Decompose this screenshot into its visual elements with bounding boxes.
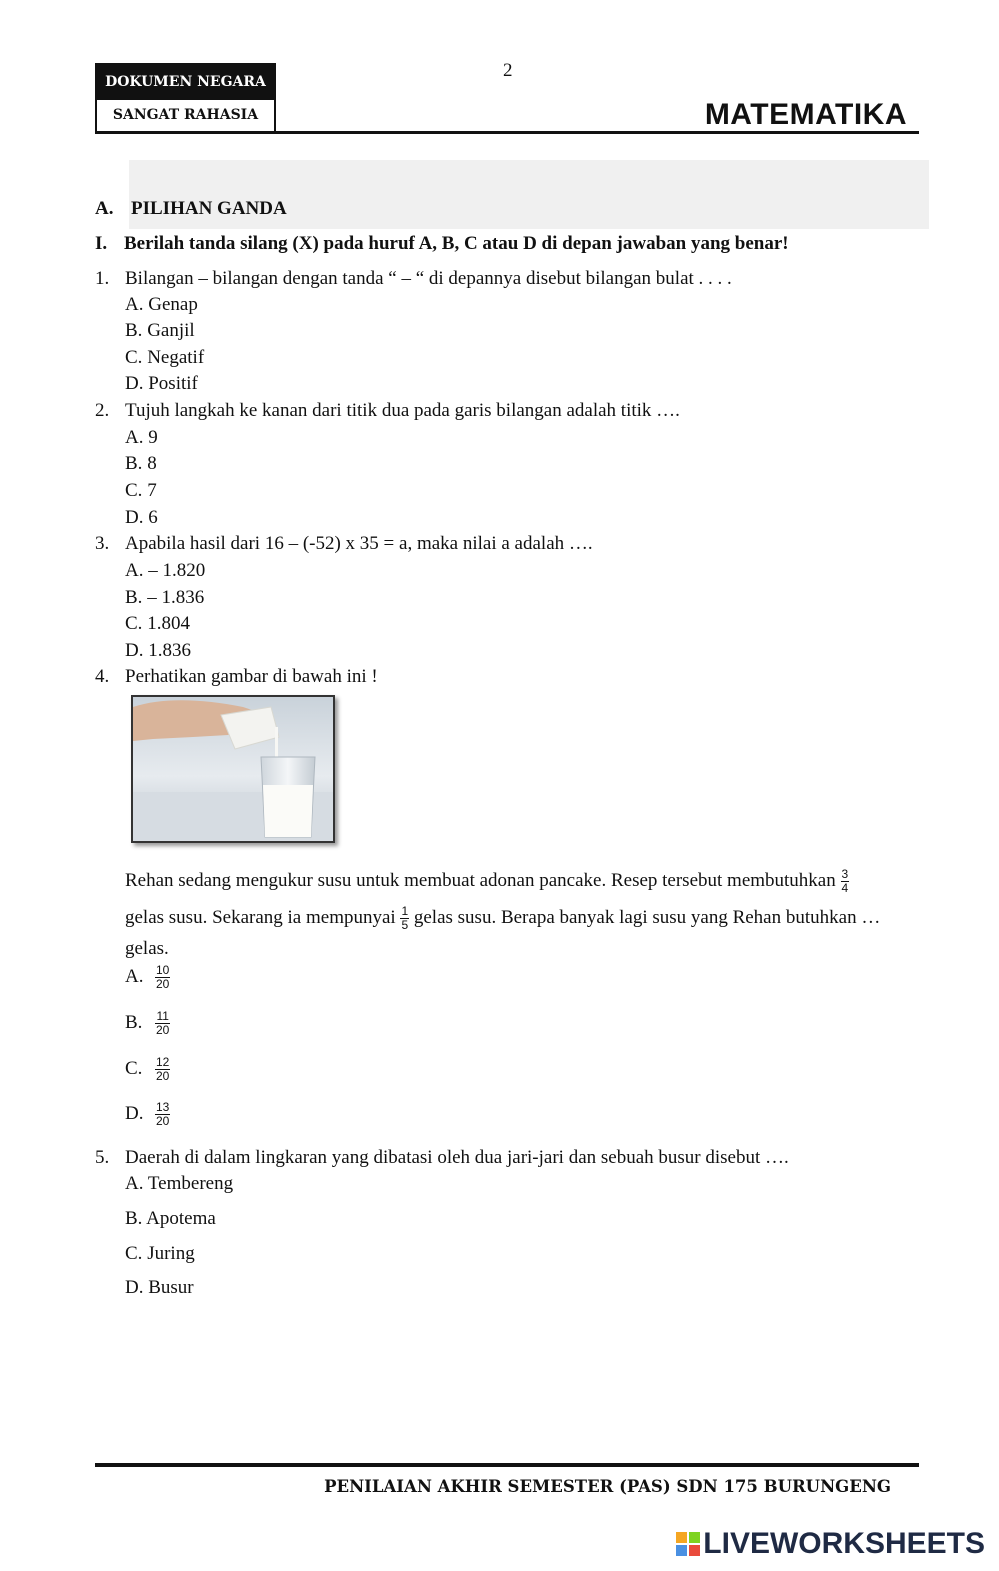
stamp-dokumen-negara: DOKUMEN NEGARA <box>95 63 276 100</box>
answer-option[interactable] <box>125 1101 170 1128</box>
option-letter: A. <box>125 560 144 581</box>
question-number: 3. <box>95 533 110 554</box>
milk-glass-illustration <box>133 697 333 841</box>
question-number: 4. <box>95 666 110 687</box>
fraction-numerator: 11 <box>156 1009 169 1023</box>
option-letter: B. <box>125 320 143 341</box>
brand-name: LIVEWORKSHEETS <box>703 1527 985 1560</box>
option-letter: B. <box>125 587 143 608</box>
option-text: Juring <box>147 1243 195 1264</box>
answer-option[interactable] <box>125 321 195 340</box>
option-text: Ganjil <box>147 320 195 341</box>
answer-option[interactable] <box>125 508 158 527</box>
answer-option[interactable] <box>125 295 198 314</box>
option-text: Busur <box>148 1277 194 1298</box>
subject-title: MATEMATIKA <box>704 98 907 131</box>
option-fraction <box>155 1056 170 1083</box>
option-text: Apotema <box>146 1208 216 1229</box>
instruction-label: I. <box>95 233 108 254</box>
fraction-denominator: 20 <box>156 1069 170 1084</box>
option-text: Genap <box>148 294 198 315</box>
fraction-denominator: 20 <box>156 1114 170 1129</box>
logo-square <box>689 1545 700 1556</box>
option-text: Positif <box>148 373 198 394</box>
option-letter: B. <box>125 1012 143 1034</box>
question-number: 1. <box>95 268 110 289</box>
stamp-sangat-rahasia: SANGAT RAHASIA <box>95 100 276 133</box>
fraction-numerator: 1 <box>401 904 409 918</box>
fraction-numerator: 12 <box>156 1055 170 1069</box>
question-number: 5. <box>95 1147 110 1168</box>
milk-glass-photo <box>131 695 335 843</box>
option-letter: C. <box>125 480 143 501</box>
option-letter: C. <box>125 347 143 368</box>
answer-option[interactable] <box>125 428 158 447</box>
question-body-line <box>125 868 849 895</box>
answer-option[interactable] <box>125 374 198 393</box>
question-body-text: gelas susu. Berapa banyak lagi susu yang Rehan butuhkan … <box>413 907 881 929</box>
fraction-three-quarters <box>841 868 850 895</box>
fraction-denominator: 4 <box>841 881 849 896</box>
option-text: 6 <box>148 507 158 528</box>
question-text: Daerah di dalam lingkaran yang dibatasi oleh dua jari-jari dan sebuah busur disebut …. <box>125 1147 789 1168</box>
option-letter: D. <box>125 1103 144 1125</box>
option-letter: B. <box>125 453 143 474</box>
fraction-numerator: 10 <box>156 963 170 977</box>
option-text: 7 <box>147 480 157 501</box>
fraction-denominator: 20 <box>156 977 170 992</box>
fraction-denominator: 20 <box>156 1023 170 1038</box>
liveworksheets-logo-icon <box>676 1532 700 1556</box>
fraction-numerator: 13 <box>156 1100 170 1114</box>
option-fraction <box>155 964 170 991</box>
question-text: Perhatikan gambar di bawah ini ! <box>125 666 378 687</box>
option-letter: D. <box>125 1277 144 1298</box>
option-fraction <box>155 1101 170 1128</box>
answer-option[interactable] <box>125 1244 195 1263</box>
fraction-one-fifth <box>400 905 409 932</box>
option-text: – 1.820 <box>148 560 206 581</box>
fraction-denominator: 5 <box>401 918 409 933</box>
option-text: – 1.836 <box>147 587 205 608</box>
question-body-text: gelas. <box>125 938 169 959</box>
option-letter: D. <box>125 507 144 528</box>
option-letter: A. <box>125 1173 144 1194</box>
answer-option[interactable] <box>125 348 204 367</box>
footer-text: PENILAIAN AKHIR SEMESTER (PAS) SDN 175 BURUNGENG <box>324 1477 891 1496</box>
answer-option[interactable] <box>125 964 170 991</box>
question-body-line <box>125 905 880 932</box>
fraction-numerator: 3 <box>841 867 849 881</box>
option-text: 9 <box>148 427 158 448</box>
logo-square <box>689 1532 700 1543</box>
section-label: A. <box>95 198 114 219</box>
option-letter: C. <box>125 1058 143 1080</box>
answer-option[interactable] <box>125 561 205 580</box>
answer-option[interactable] <box>125 614 190 633</box>
option-text: Negatif <box>147 347 205 368</box>
answer-option[interactable] <box>125 454 157 473</box>
answer-option[interactable] <box>125 1010 170 1037</box>
answer-option[interactable] <box>125 1278 194 1297</box>
option-letter: A. <box>125 966 144 988</box>
logo-square <box>676 1545 687 1556</box>
option-letter: A. <box>125 427 144 448</box>
option-letter: D. <box>125 640 144 661</box>
option-letter: A. <box>125 294 144 315</box>
section-title: PILIHAN GANDA <box>131 198 287 219</box>
question-text: Tujuh langkah ke kanan dari titik dua pada garis bilangan adalah titik …. <box>125 400 680 421</box>
option-letter: B. <box>125 1208 143 1229</box>
answer-option[interactable] <box>125 1056 170 1083</box>
option-text: Tembereng <box>147 1173 234 1194</box>
option-text: 1.804 <box>147 613 190 634</box>
logo-square <box>676 1532 687 1543</box>
answer-option[interactable] <box>125 481 157 500</box>
liveworksheets-brand[interactable] <box>676 1526 985 1562</box>
answer-option[interactable] <box>125 1209 216 1228</box>
option-letter: C. <box>125 1243 143 1264</box>
question-number: 2. <box>95 400 110 421</box>
option-letter: C. <box>125 613 143 634</box>
question-text: Bilangan – bilangan dengan tanda “ – “ di depannya disebut bilangan bulat . . . . <box>125 268 732 289</box>
header-divider <box>95 131 919 134</box>
question-body-text: Rehan sedang mengukur susu untuk membuat adonan pancake. Resep tersebut membutuhkan <box>125 870 836 892</box>
question-body-text: gelas susu. Sekarang ia mempunyai <box>125 907 396 929</box>
answer-option[interactable] <box>125 1174 233 1193</box>
footer-divider <box>95 1463 919 1467</box>
page-number: 2 <box>503 60 513 81</box>
option-fraction <box>155 1010 170 1037</box>
instruction-text: Berilah tanda silang (X) pada huruf A, B, C atau D di depan jawaban yang benar! <box>124 233 789 254</box>
option-letter: D. <box>125 373 144 394</box>
question-text: Apabila hasil dari 16 – (-52) x 35 = a, maka nilai a adalah …. <box>125 533 593 554</box>
answer-option[interactable] <box>125 641 191 660</box>
answer-option[interactable] <box>125 588 204 607</box>
option-text: 8 <box>147 453 157 474</box>
option-text: 1.836 <box>148 640 191 661</box>
